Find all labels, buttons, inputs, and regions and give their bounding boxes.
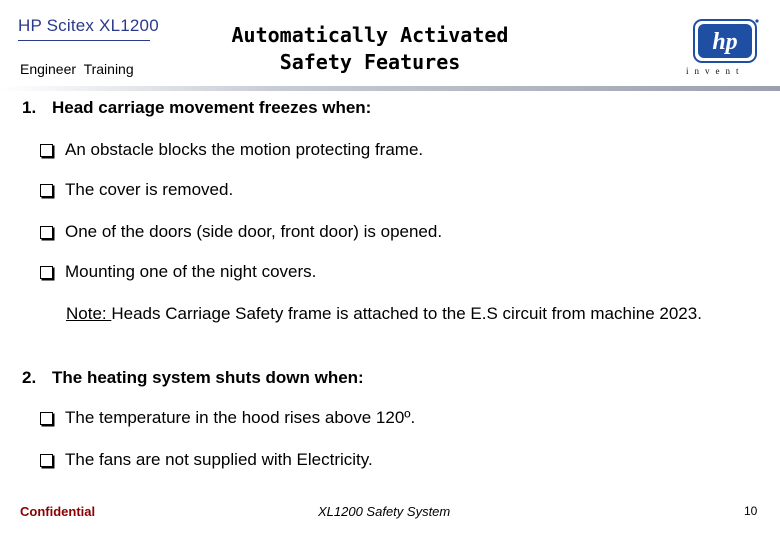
confidential-label: Confidential [20, 504, 96, 519]
section-heading-text: Head carriage movement freezes when: [52, 98, 372, 117]
section-number: 1. [22, 98, 37, 117]
square-bullet-icon [40, 412, 53, 425]
square-bullet-icon [40, 226, 53, 239]
list-item-text: An obstacle blocks the motion protecting frame. [65, 140, 424, 159]
square-bullet-icon [40, 454, 53, 467]
page-number: 10 [744, 504, 758, 518]
hp-tagline: invent [686, 66, 745, 76]
section-heading-2 [22, 368, 364, 388]
list-item [40, 180, 233, 200]
list-item [40, 262, 316, 282]
list-item [40, 408, 415, 428]
list-item [40, 450, 373, 470]
list-item-text: The cover is removed. [65, 180, 234, 199]
list-item [40, 222, 442, 242]
section-number: 2. [22, 368, 37, 387]
note-text: Heads Carriage Safety frame is attached to the E.S circuit from machine 2023. [111, 304, 702, 323]
hp-logo-text: hp [712, 29, 738, 55]
brand-subtitle: Engineer Training [20, 61, 134, 77]
brand-divider [18, 40, 150, 41]
page-title: Automatically Activated Safety Features [231, 23, 509, 74]
section-heading-1 [22, 98, 371, 118]
header-divider [0, 86, 780, 91]
note-paragraph [66, 302, 726, 325]
list-item-text: The temperature in the hood rises above 120º. [65, 408, 416, 427]
square-bullet-icon [40, 266, 53, 279]
note-label: Note: [66, 304, 112, 323]
list-item [40, 140, 423, 160]
list-item-text: One of the doors (side door, front door) is opened. [65, 222, 443, 241]
brand-block [18, 16, 158, 41]
footer-title: XL1200 Safety System [318, 504, 451, 519]
brand-name: HP Scitex XL1200 [18, 16, 159, 35]
list-item-text: Mounting one of the night covers. [65, 262, 317, 281]
list-item-text: The fans are not supplied with Electricity. [65, 450, 373, 469]
square-bullet-icon [40, 144, 53, 157]
section-heading-text: The heating system shuts down when: [52, 368, 364, 387]
square-bullet-icon [40, 184, 53, 197]
